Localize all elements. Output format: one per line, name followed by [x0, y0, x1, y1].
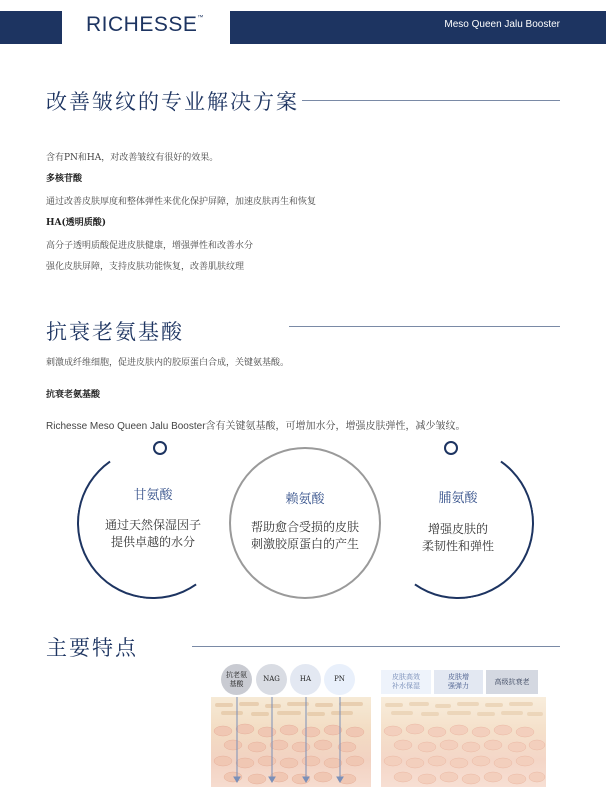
- ingredient-pn: PN: [324, 664, 355, 695]
- circle-proline: [382, 447, 534, 599]
- effect-label-hydration: 皮肤高效 补水保湿: [381, 670, 431, 694]
- section3-divider: [192, 646, 560, 647]
- circle-lysine-title: 赖氨酸: [285, 492, 325, 507]
- circle-glycine: [77, 447, 229, 599]
- effect-label-anti-aging: 高级抗衰老: [486, 670, 538, 694]
- circle-lysine: [229, 447, 381, 599]
- header-product-name: Meso Queen Jalu Booster: [444, 19, 560, 30]
- section1-title: 改善皱纹的专业解决方案: [46, 90, 299, 114]
- ingredient-nag: NAG: [256, 664, 287, 695]
- section1-sub2-line2: 强化皮肤屏障，支持皮肤功能恢复，改善肌肤纹理: [46, 262, 245, 272]
- section1-intro: 含有PN和HA，对改善皱纹有很好的效果。: [46, 153, 219, 163]
- circle-lysine-text: 帮助愈合受损的皮肤 刺激胶原蛋白的产生: [250, 520, 359, 551]
- section1-sub2-title: HA(透明质酸): [46, 218, 107, 228]
- section2-divider: [289, 326, 560, 327]
- section1-sub1-title: 多核苷酸: [46, 174, 83, 184]
- skin-diagram-treated: [211, 697, 371, 787]
- effect-label-elasticity: 皮肤增 强弹力: [434, 670, 483, 694]
- section1-divider: [302, 100, 560, 101]
- circle-glycine-text: 通过天然保湿因子 提供卓越的水分: [104, 518, 201, 549]
- section2-sub-title: 抗衰老氨基酸: [46, 390, 101, 400]
- section2-description: Richesse Meso Queen Jalu Booster含有关键氨基酸，可增加水分，增强皮肤弹性，减少皱纹。: [46, 421, 466, 432]
- header-bar-left: [0, 11, 62, 44]
- circle-proline-title: 脯氨酸: [438, 491, 478, 506]
- circle-proline-text: 增强皮肤的 柔韧性和弹性: [421, 522, 494, 553]
- section1-sub1-text: 通过改善皮肤厚度和整体弹性来优化保护屏障，加速皮肤再生和恢复: [46, 197, 317, 207]
- section2-intro: 刺激成纤维细胞，促进皮肤内的胶原蛋白合成，关键氨基酸。: [46, 358, 290, 368]
- ingredient-ha: HA: [290, 664, 321, 695]
- skin-diagram-result: [381, 697, 546, 787]
- section2-title: 抗衰老氨基酸: [46, 320, 184, 344]
- section1-sub2-line1: 高分子透明质酸促进皮肤健康，增强弹性和改善水分: [46, 241, 254, 251]
- section3-title: 主要特点: [46, 636, 138, 660]
- circle-glycine-title: 甘氨酸: [133, 488, 173, 503]
- brand-logo: RICHESSE™: [86, 13, 204, 36]
- ingredient-amino-acid: 抗老氨 基酸: [221, 664, 252, 695]
